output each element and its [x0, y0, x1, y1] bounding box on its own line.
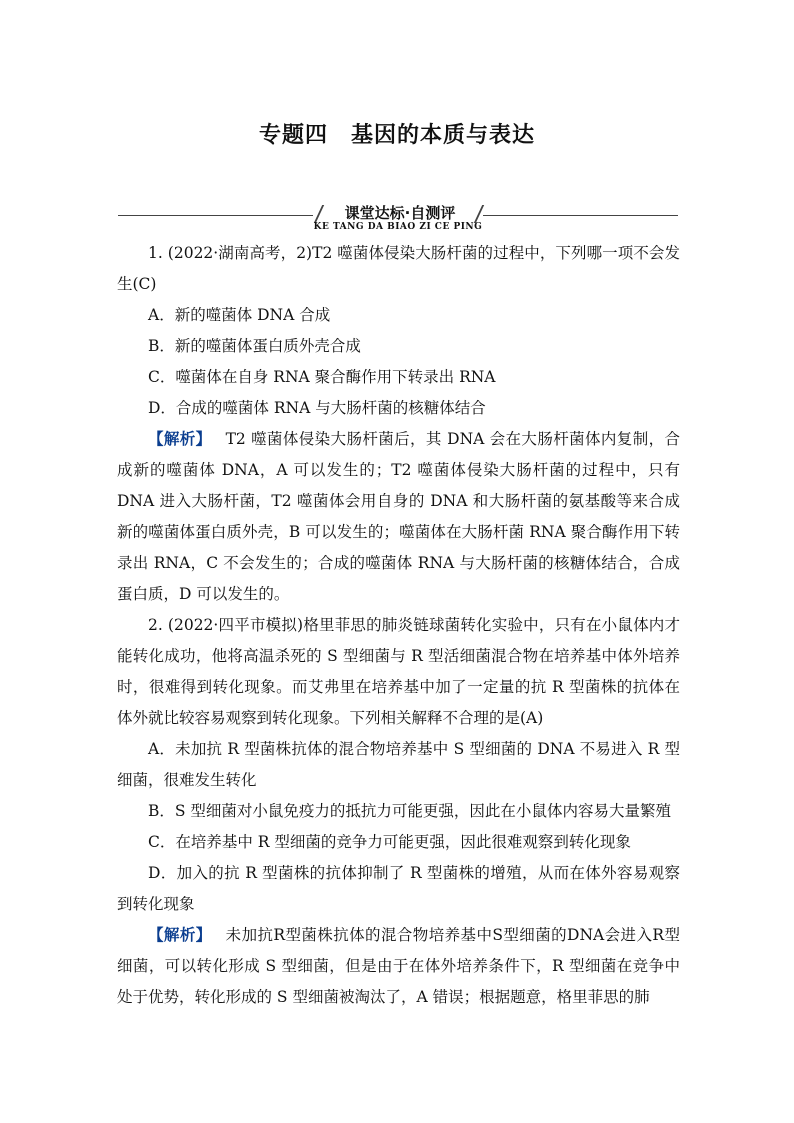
- question-1-option-b: B．新的噬菌体蛋白质外壳合成: [148, 337, 361, 355]
- question-2-analysis: [117, 920, 680, 1013]
- content-body: [117, 238, 680, 1013]
- question-1-analysis: [117, 424, 680, 610]
- analysis-text: T2 噬菌体侵染大肠杆菌后，其 DNA 会在大肠杆菌体内复制，合成新的噬菌体 DNA，A 可以发生的；T2 噬菌体侵染大肠杆菌的过程中，只有 DNA 进入大肠杆菌，T2 噬菌体会用自身的 DNA 和大肠杆菌的氨基酸等来合成新的噬菌体蛋白质外壳，B 可以发生的；噬菌体在大肠杆菌 RNA 聚合酶作用下转录出 RNA，C 不会发生的；合成的噬菌体 RNA 与大肠杆菌的核糖体结合，合成蛋白质，D 可以发生的。: [117, 430, 680, 603]
- analysis-text: 未加抗R型菌株抗体的混合物培养基中S型细菌的DNA会进入R型细菌，可以转化形成 S 型细菌，但是由于在体外培养条件下，R 型细菌在竞争中处于优势，转化形成的 S 型细菌被淘汰了，A 错误；根据题意，格里菲思的肺: [117, 926, 680, 1006]
- banner-right-rule: [483, 215, 678, 216]
- question-1-option-c: C．噬菌体在自身 RNA 聚合酶作用下转录出 RNA: [148, 368, 496, 386]
- question-2-option-a: A．未加抗 R 型菌株抗体的混合物培养基中 S 型细菌的 DNA 不易进入 R 型细菌，很难发生转化: [117, 740, 680, 789]
- analysis-tag: 【解析】: [148, 430, 212, 448]
- question-2-option-c: C．在培养基中 R 型细菌的竞争力可能更强，因此很难观察到转化现象: [148, 833, 631, 851]
- question-1-option-a: A．新的噬菌体 DNA 合成: [148, 306, 331, 324]
- banner-left-rule: [118, 215, 313, 216]
- banner-title: 课堂达标·自测评: [344, 204, 456, 222]
- question-1-option-d: D．合成的噬菌体 RNA 与大肠杆菌的核糖体结合: [148, 399, 486, 417]
- banner-left-slash: [314, 205, 324, 223]
- section-banner: [118, 200, 678, 240]
- question-1-stem: 1. (2022·湖南高考，2)T2 噬菌体侵染大肠杆菌的过程中，下列哪一项不会发生(C): [117, 244, 680, 293]
- page-title: 专题四 基因的本质与表达: [258, 123, 535, 148]
- question-2-option-b: B．S 型细菌对小鼠免疫力的抵抗力可能更强，因此在小鼠体内容易大量繁殖: [148, 802, 671, 820]
- banner-right-slash: [474, 205, 484, 223]
- banner-pinyin: KE TANG DA BIAO ZI CE PING: [313, 222, 483, 232]
- analysis-tag: 【解析】: [148, 926, 212, 944]
- question-2-option-d: D．加入的抗 R 型菌株的抗体抑制了 R 型菌株的增殖，从而在体外容易观察到转化现象: [117, 864, 680, 913]
- question-2-stem: 2. (2022·四平市模拟)格里菲思的肺炎链球菌转化实验中，只有在小鼠体内才能转化成功，他将高温杀死的 S 型细菌与 R 型活细菌混合物在培养基中体外培养时，很难得到转化现象。而艾弗里在培养基中加了一定量的抗 R 型菌株的抗体在体外就比较容易观察到转化现象。下列相关解释不合理的是(A): [117, 616, 680, 727]
